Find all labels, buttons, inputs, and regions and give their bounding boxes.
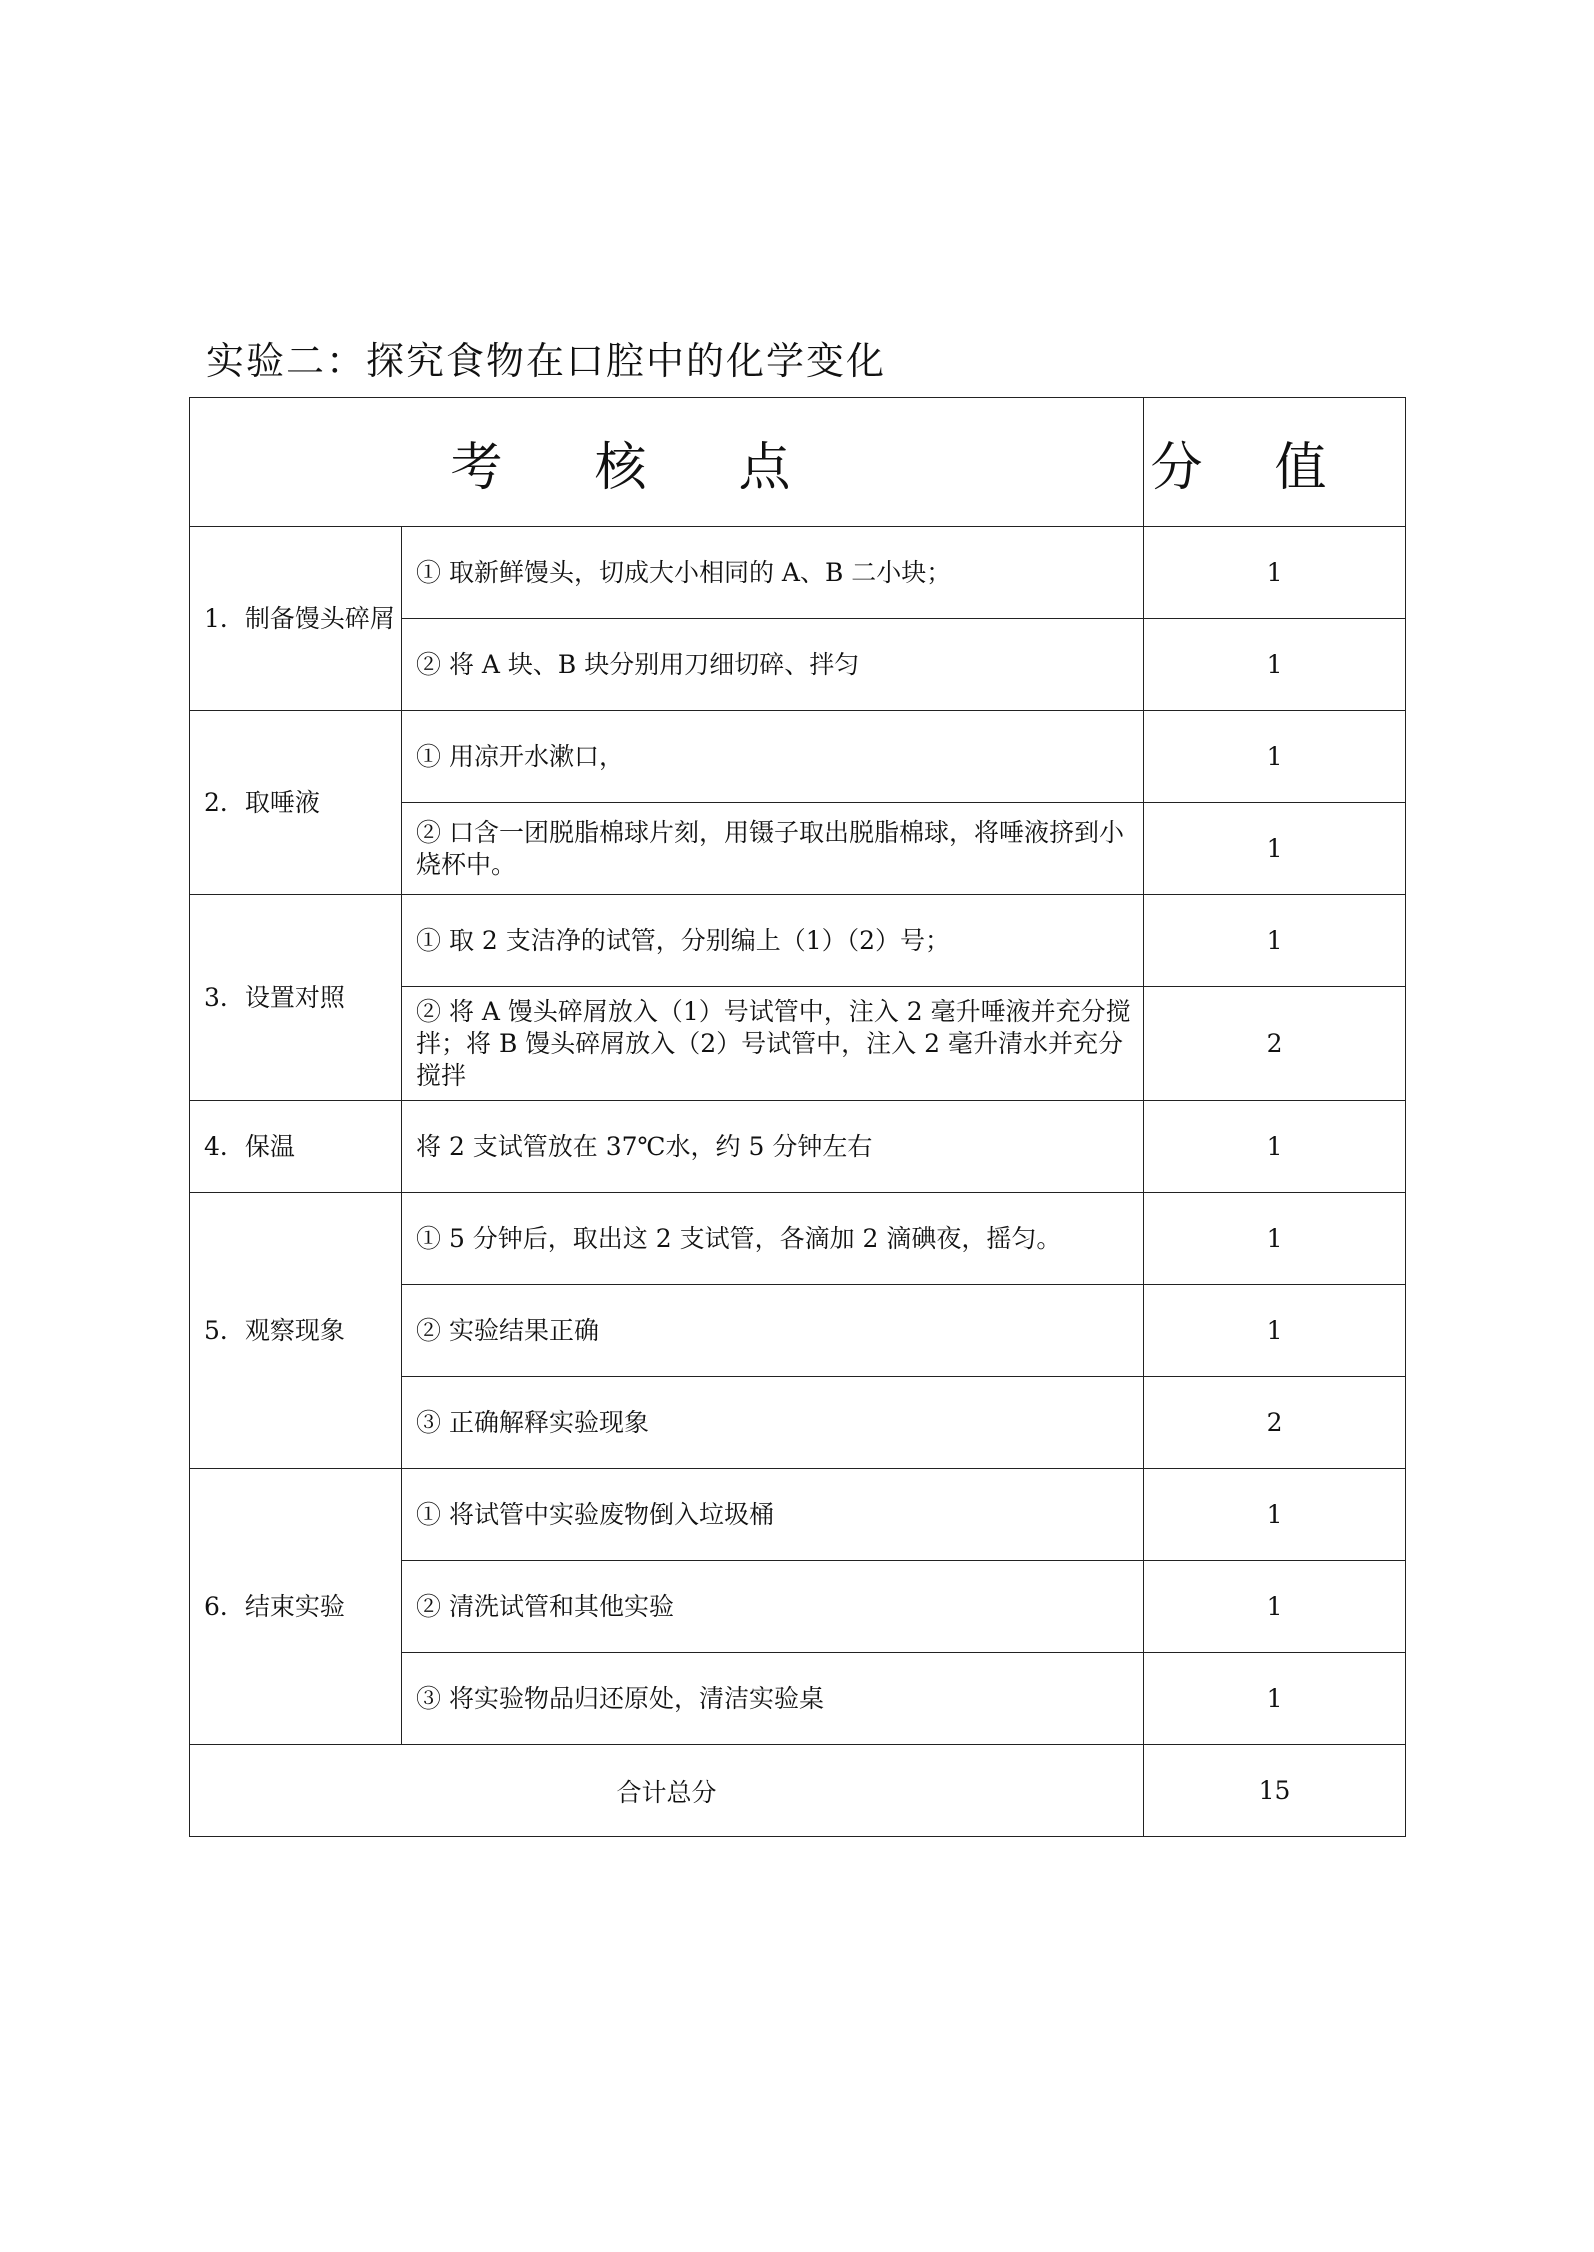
table-row — [190, 527, 1406, 619]
table-row — [190, 895, 1406, 987]
score-cell: 2 — [1144, 987, 1406, 1101]
total-label: 合计总分 — [190, 1745, 1144, 1837]
assessment-table — [189, 397, 1406, 1837]
item-cell: ② 实验结果正确 — [402, 1285, 1144, 1377]
score-cell: 2 — [1144, 1377, 1406, 1469]
item-cell: ② 清洗试管和其他实验 — [402, 1561, 1144, 1653]
table-header-row — [190, 398, 1406, 527]
score-cell: 1 — [1144, 1285, 1406, 1377]
item-cell: ① 将试管中实验废物倒入垃圾桶 — [402, 1469, 1144, 1561]
score-cell: 1 — [1144, 895, 1406, 987]
item-cell: ① 取新鲜馒头，切成大小相同的 A、B 二小块； — [402, 527, 1144, 619]
score-cell: 1 — [1144, 1653, 1406, 1745]
total-row — [190, 1745, 1406, 1837]
score-cell: 1 — [1144, 1193, 1406, 1285]
header-score: 分值 — [1144, 398, 1406, 527]
item-cell: 将 2 支试管放在 37℃水，约 5 分钟左右 — [402, 1101, 1144, 1193]
total-score: 15 — [1144, 1745, 1406, 1837]
score-cell: 1 — [1144, 1561, 1406, 1653]
score-cell: 1 — [1144, 619, 1406, 711]
item-cell: ② 将 A 馒头碎屑放入（1）号试管中，注入 2 毫升唾液并充分搅拌；将 B 馒头碎屑放入（2）号试管中，注入 2 毫升清水并充分搅拌 — [402, 987, 1144, 1101]
category-cell: 4．保温 — [190, 1101, 402, 1193]
item-cell: ③ 正确解释实验现象 — [402, 1377, 1144, 1469]
item-cell: ① 用凉开水漱口， — [402, 711, 1144, 803]
table-row — [190, 1193, 1406, 1285]
category-cell: 1．制备馒头碎屑 — [190, 527, 402, 711]
score-cell: 1 — [1144, 711, 1406, 803]
item-cell: ① 5 分钟后，取出这 2 支试管，各滴加 2 滴碘夜，摇匀。 — [402, 1193, 1144, 1285]
header-assessment-points: 考核点 — [190, 398, 1144, 527]
score-cell: 1 — [1144, 1101, 1406, 1193]
table-row — [190, 1101, 1406, 1193]
category-cell: 5．观察现象 — [190, 1193, 402, 1469]
category-cell: 6．结束实验 — [190, 1469, 402, 1745]
score-cell: 1 — [1144, 527, 1406, 619]
item-cell: ② 口含一团脱脂棉球片刻，用镊子取出脱脂棉球，将唾液挤到小烧杯中。 — [402, 803, 1144, 895]
score-cell: 1 — [1144, 803, 1406, 895]
item-cell: ② 将 A 块、B 块分别用刀细切碎、拌匀 — [402, 619, 1144, 711]
category-cell: 2．取唾液 — [190, 711, 402, 895]
item-cell: ③ 将实验物品归还原处，清洁实验桌 — [402, 1653, 1144, 1745]
category-cell: 3．设置对照 — [190, 895, 402, 1101]
table-row — [190, 711, 1406, 803]
table-row — [190, 1469, 1406, 1561]
page-title: 实验二：探究食物在口腔中的化学变化 — [206, 339, 887, 383]
score-cell: 1 — [1144, 1469, 1406, 1561]
item-cell: ① 取 2 支洁净的试管，分别编上（1）（2）号； — [402, 895, 1144, 987]
